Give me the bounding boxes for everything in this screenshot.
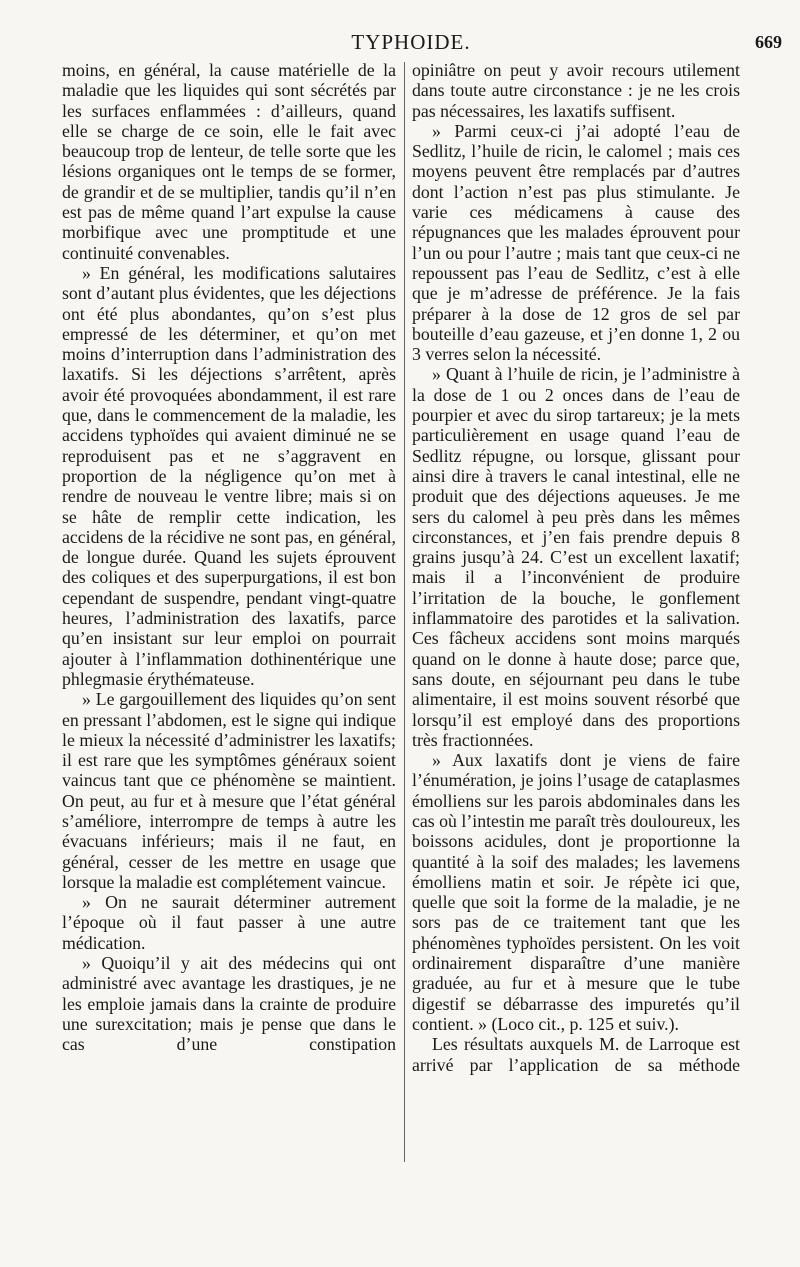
paragraph: » Quoiqu’il y ait des médecins qui ont administré avec avantage les drastiques, je ne les emploie jamais dans la crainte de produire une surexcitation; mais je pense que dans le cas d’une constipation (62, 953, 396, 1055)
column-divider (404, 62, 405, 1162)
paragraph: » Aux laxatifs dont je viens de faire l’énumération, je joins l’usage de cataplasmes émolliens sur les parois abdominales dans les cas où l’intestin me paraît très douloureux, les boissons acidules, dont je proportionne la quantité à la soif des malades; les lavemens émolliens matin et soir. Je répète ici que, quelle que soit la forme de la maladie, je ne sors pas de ce traitement tant que les phénomènes typhoïdes persistent. On les voit ordinairement disparaître d’une manière graduée, au fur et à mesure que le tube digestif se débarrasse des impuretés qu’il contient. » (Loco cit., p. 125 et suiv.). (412, 750, 740, 1034)
paragraph: » Parmi ceux-ci j’ai adopté l’eau de Sedlitz, l’huile de ricin, le calomel ; mais ces moyens peuvent être remplacés par d’autres dont l’action n’est pas plus stimulante. Je varie ces médicamens à cause des répugnances que les malades éprouvent pour l’un ou pour l’autre ; mais tant que ceux-ci ne repoussent pas l’eau de Sedlitz, c’est à elle que je m’adresse de préférence. Je la fais préparer à la dose de 12 gros de sel par bouteille d’eau gazeuse, et j’en donne 1, 2 ou 3 verres selon la nécessité. (412, 120, 740, 365)
paragraph: moins, en général, la cause matérielle de la maladie que les liquides qui sont sécrétés par les surfaces enflammées : d’ailleurs, quand elle se charge de ce soin, elle le fait avec beaucoup trop de lenteur, de telle sorte que les lésions organiques ont le temps de se former, de grandir et de se multiplier, tandis qu’il n’en est pas de même quand l’art expulse la cause morbifique avec une promptitude et une continuité convenables. (62, 60, 396, 263)
paragraph: opiniâtre on peut y avoir recours utilement dans toute autre circonstance : je ne les crois pas nécessaires, les laxatifs suffisent. (412, 60, 740, 121)
right-column (412, 60, 740, 1075)
page-header (40, 30, 782, 58)
paragraph: Les résultats auxquels M. de Larroque est arrivé par l’application de sa méthode (412, 1034, 740, 1075)
running-title: TYPHOIDE. (351, 30, 471, 54)
paragraph: » En général, les modifications salutaires sont d’autant plus évidentes, que les déjections ont été plus abondantes, qu’on s’est plus empressé de les déterminer, et qu’on met moins d’interruption dans l’administration des laxatifs. Si les déjections s’arrêtent, après avoir été provoquées abondamment, il est rare que, dans le commencement de la maladie, les accidens typhoïdes qui avaient diminué ne se reproduisent pas et ne s’aggravent en proportion de la négligence qu’on met à rendre de nouveau le ventre libre; mais si on se hâte de remplir cette indication, les accidens de la récidive ne sont pas, en général, de longue durée. Quand les sujets éprouvent des coliques et des superpurgations, il est bon cependant de suspendre, pendant vingt-quatre heures, l’administration des laxatifs, parce qu’en insistant sur leur emploi on pourrait ajouter à l’inflammation dothinentérique une phlegmasie érythémateuse. (62, 262, 396, 689)
paragraph: » Quant à l’huile de ricin, je l’administre à la dose de 1 ou 2 onces dans de l’eau de pourpier et avec du sirop tartareux; je la mets particulièrement en usage quand l’eau de Sedlitz répugne, ou lorsque, glissant pour ainsi dire à travers le canal intestinal, elle ne produit que des déjections aqueuses. Je me sers du calomel à peu près dans les mêmes circonstances, et j’en fais prendre depuis 8 grains jusqu’à 24. C’est un excellent laxatif; mais il a l’inconvénient de produire l’irritation de la bouche, le gonflement inflammatoire des parotides et la salivation. Ces fâcheux accidens sont moins marqués quand on le donne à haute dose; parce que, sans doute, en séjournant peu dans le tube alimentaire, il est moins souvent résorbé que lorsqu’il est employé dans des proportions très fractionnées. (412, 364, 740, 750)
paragraph: » On ne saurait déterminer autrement l’époque où il faut passer à une autre médication. (62, 892, 396, 953)
page-number: 669 (755, 32, 782, 52)
paragraph: » Le gargouillement des liquides qu’on sent en pressant l’abdomen, est le signe qui indique le mieux la nécessité d’administrer les laxatifs; il est rare que les symptômes généraux soient vaincus tant que ce phénomène se maintient. On peut, au fur et à mesure que l’état général s’améliore, interrompre de temps à autre les évacuans inférieurs; mais il ne faut, en général, cesser de les mettre en usage que lorsque la maladie est complétement vaincue. (62, 689, 396, 892)
left-column (62, 60, 396, 1055)
